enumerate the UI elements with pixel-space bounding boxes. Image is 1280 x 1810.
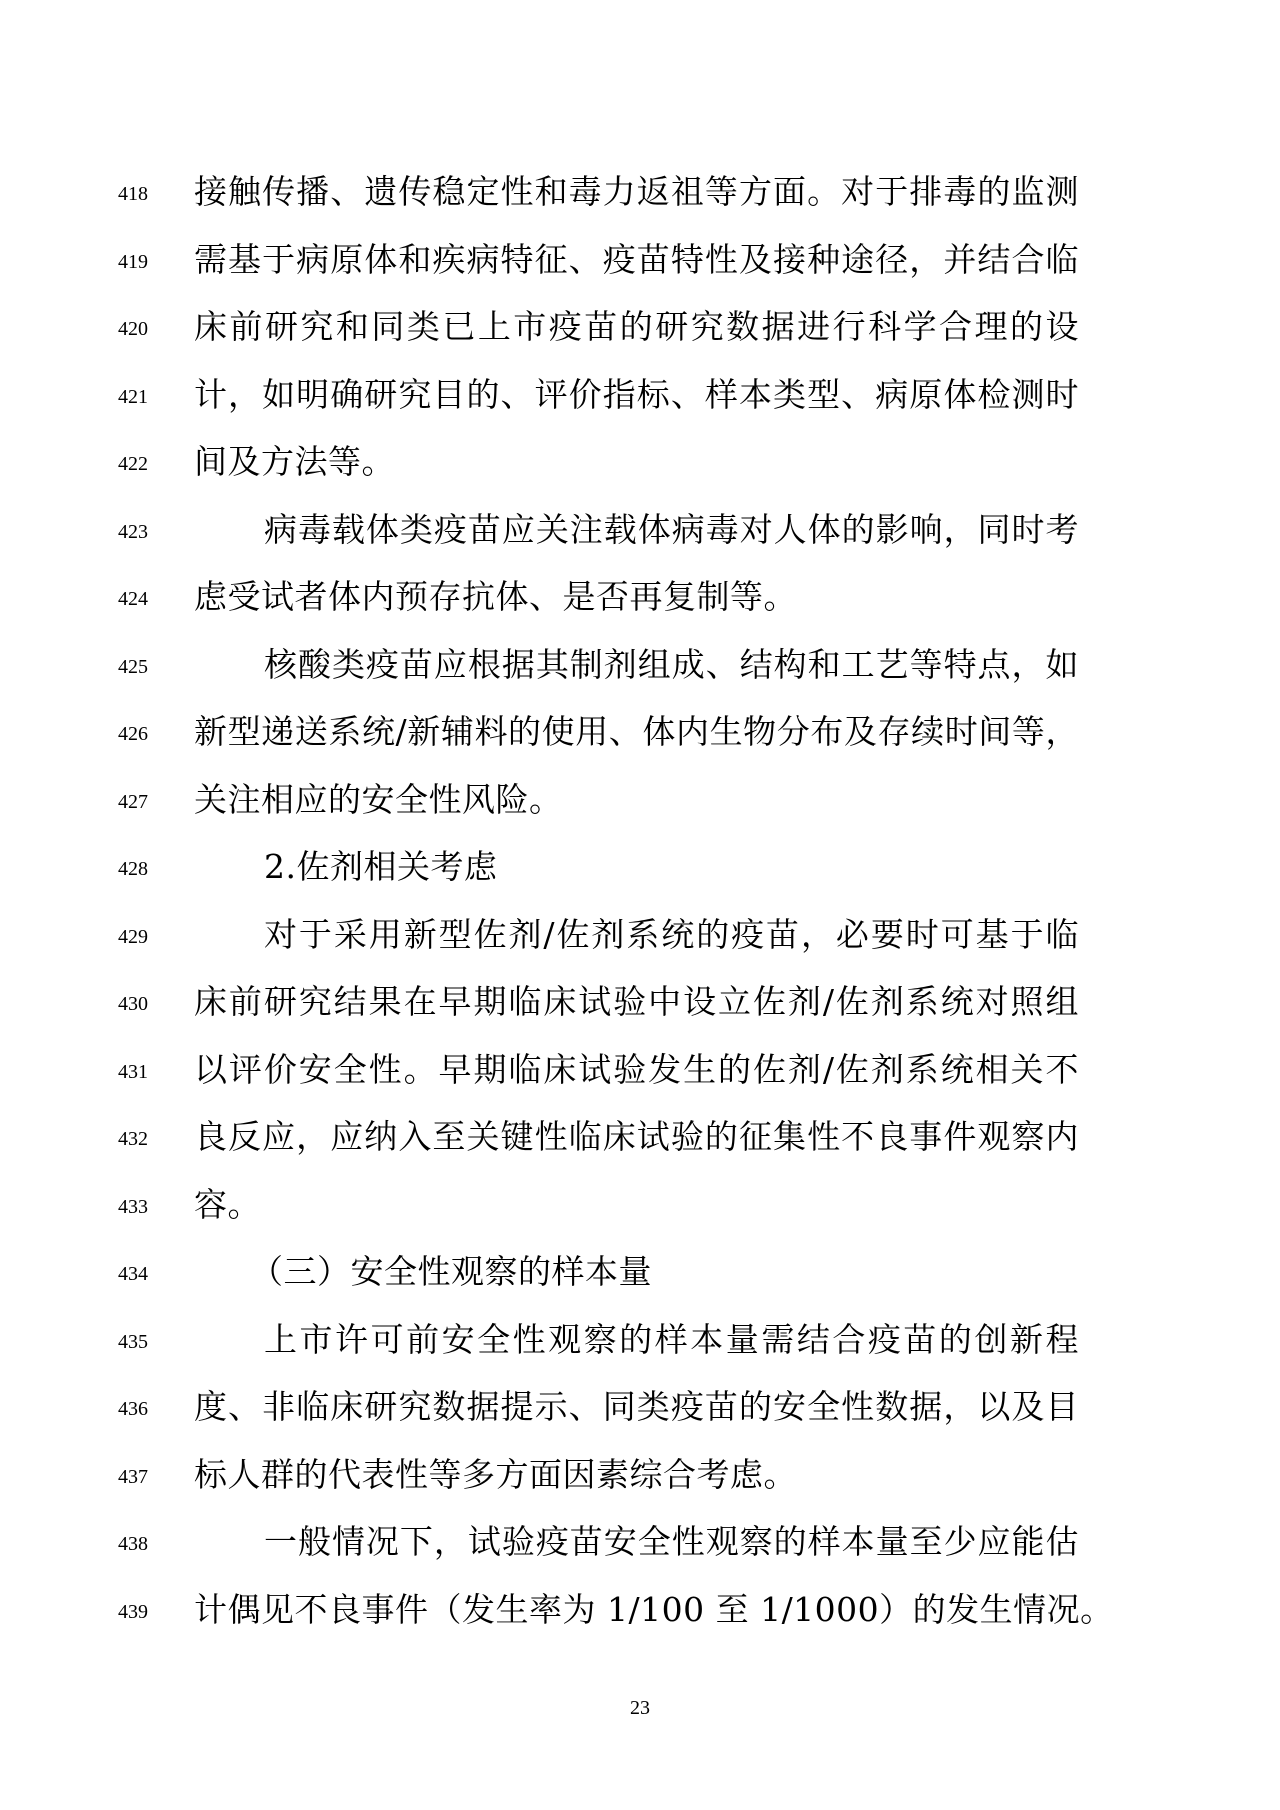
line-text: 计偶见不良事件（发生率为 1/100 至 1/1000）的发生情况。 bbox=[194, 1590, 1114, 1629]
line-number: 436 bbox=[118, 1398, 148, 1420]
text-line bbox=[0, 982, 1280, 1022]
text-line bbox=[0, 915, 1280, 955]
text-line bbox=[0, 1590, 1280, 1630]
line-text: 接触传播、遗传稳定性和毒力返祖等方面。对于排毒的监测 bbox=[194, 172, 1079, 211]
text-line bbox=[0, 1050, 1280, 1090]
line-text: 关注相应的安全性风险。 bbox=[194, 780, 563, 819]
line-text: 以评价安全性。早期临床试验发生的佐剂/佐剂系统相关不 bbox=[194, 1050, 1079, 1089]
line-number: 427 bbox=[118, 791, 148, 813]
text-line bbox=[0, 577, 1280, 617]
line-text: 良反应，应纳入至关键性临床试验的征集性不良事件观察内 bbox=[194, 1117, 1079, 1156]
line-text: 床前研究和同类已上市疫苗的研究数据进行科学合理的设 bbox=[194, 307, 1079, 346]
line-number: 424 bbox=[118, 588, 148, 610]
line-text: 一般情况下，试验疫苗安全性观察的样本量至少应能估 bbox=[264, 1522, 1079, 1561]
page-number: 23 bbox=[630, 1697, 650, 1719]
line-text: 床前研究结果在早期临床试验中设立佐剂/佐剂系统对照组 bbox=[194, 982, 1079, 1021]
text-line bbox=[0, 375, 1280, 415]
text-line bbox=[0, 172, 1280, 212]
text-line bbox=[0, 712, 1280, 752]
line-number: 426 bbox=[118, 723, 148, 745]
line-text: 间及方法等。 bbox=[194, 442, 395, 481]
text-line bbox=[0, 442, 1280, 482]
line-text: 虑受试者体内预存抗体、是否再复制等。 bbox=[194, 577, 797, 616]
line-number: 434 bbox=[118, 1263, 148, 1285]
line-text: 核酸类疫苗应根据其制剂组成、结构和工艺等特点，如 bbox=[264, 645, 1079, 684]
text-line bbox=[0, 1185, 1280, 1225]
text-line bbox=[0, 1320, 1280, 1360]
line-number: 422 bbox=[118, 453, 148, 475]
line-number: 423 bbox=[118, 521, 148, 543]
text-line bbox=[0, 307, 1280, 347]
line-number: 418 bbox=[118, 183, 148, 205]
text-line bbox=[0, 1455, 1280, 1495]
line-number: 438 bbox=[118, 1533, 148, 1555]
text-line bbox=[0, 1117, 1280, 1157]
line-number: 439 bbox=[118, 1601, 148, 1623]
line-text: 度、非临床研究数据提示、同类疫苗的安全性数据，以及目 bbox=[194, 1387, 1079, 1426]
text-line bbox=[0, 847, 1280, 887]
text-line bbox=[0, 1522, 1280, 1562]
line-text: 上市许可前安全性观察的样本量需结合疫苗的创新程 bbox=[264, 1320, 1079, 1359]
line-number: 419 bbox=[118, 251, 148, 273]
line-text: 标人群的代表性等多方面因素综合考虑。 bbox=[194, 1455, 797, 1494]
line-number: 430 bbox=[118, 993, 148, 1015]
section-heading: （三）安全性观察的样本量 bbox=[250, 1252, 652, 1291]
text-line bbox=[0, 1252, 1280, 1292]
line-number: 420 bbox=[118, 318, 148, 340]
line-number: 421 bbox=[118, 386, 148, 408]
line-text: 需基于病原体和疾病特征、疫苗特性及接种途径，并结合临 bbox=[194, 240, 1079, 279]
line-number: 428 bbox=[118, 858, 148, 880]
line-number: 425 bbox=[118, 656, 148, 678]
text-line bbox=[0, 645, 1280, 685]
line-number: 435 bbox=[118, 1331, 148, 1353]
text-line bbox=[0, 1387, 1280, 1427]
line-number: 433 bbox=[118, 1196, 148, 1218]
line-number: 429 bbox=[118, 926, 148, 948]
line-number: 432 bbox=[118, 1128, 148, 1150]
text-line bbox=[0, 780, 1280, 820]
text-line bbox=[0, 510, 1280, 550]
line-text: 计，如明确研究目的、评价指标、样本类型、病原体检测时 bbox=[194, 375, 1079, 414]
line-text: 容。 bbox=[194, 1185, 261, 1224]
section-heading: 2.佐剂相关考虑 bbox=[264, 847, 498, 886]
line-number: 431 bbox=[118, 1061, 148, 1083]
line-number: 437 bbox=[118, 1466, 148, 1488]
line-text: 新型递送系统/新辅料的使用、体内生物分布及存续时间等， bbox=[194, 712, 1079, 751]
line-text: 对于采用新型佐剂/佐剂系统的疫苗，必要时可基于临 bbox=[264, 915, 1079, 954]
text-line bbox=[0, 240, 1280, 280]
line-text: 病毒载体类疫苗应关注载体病毒对人体的影响，同时考 bbox=[264, 510, 1079, 549]
